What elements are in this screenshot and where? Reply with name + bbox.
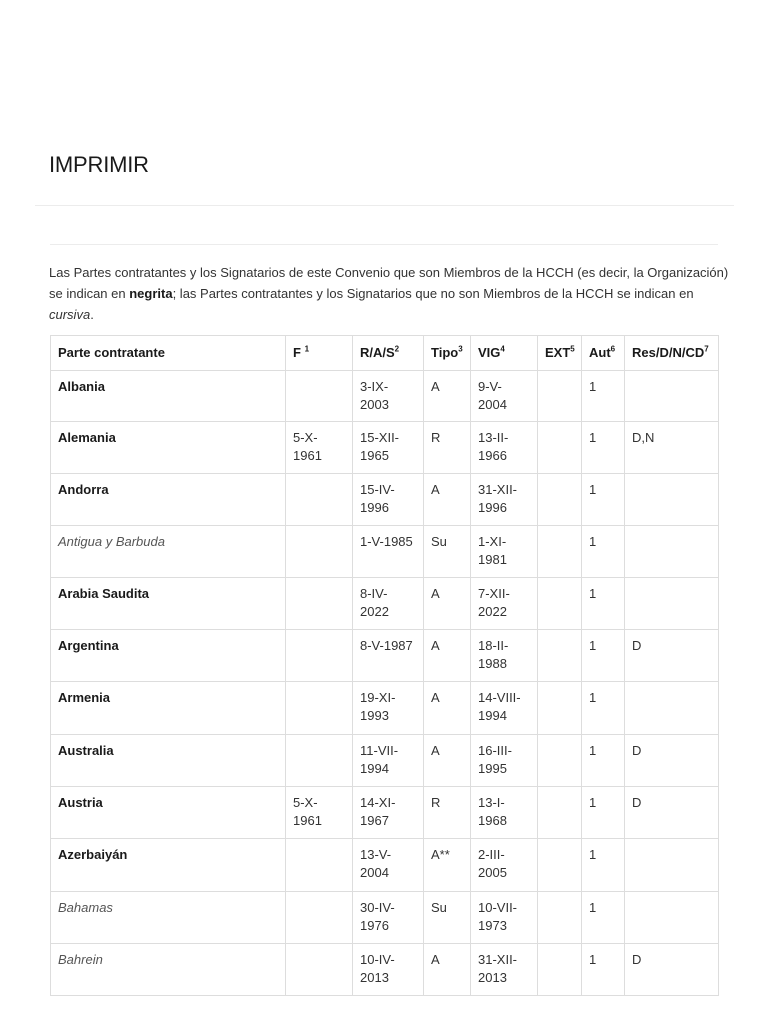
aut-cell: 1 [582, 371, 625, 422]
tipo-cell: A [424, 474, 471, 526]
table-row [51, 682, 719, 735]
column-header: F $^1$ [286, 336, 353, 371]
contracting-party-cell: Austria [51, 787, 286, 839]
table-header-row [51, 336, 719, 371]
res-cell: D [625, 735, 719, 787]
column-header: EXT$^5$ [538, 336, 582, 371]
f-cell [286, 735, 353, 787]
column-header: VIG$^4$ [471, 336, 538, 371]
aut-cell: 1 [582, 474, 625, 526]
ras-cell: 15-IV-1996 [353, 474, 424, 526]
column-header: Aut$^6$ [582, 336, 625, 371]
res-cell [625, 839, 719, 892]
column-header: $R/A/S^2$ [353, 336, 424, 371]
res-cell [625, 371, 719, 422]
aut-cell: 1 [582, 682, 625, 735]
vig-cell: 13-I-1968 [471, 787, 538, 839]
table-row [51, 630, 719, 682]
aut-cell: 1 [582, 839, 625, 892]
res-cell [625, 578, 719, 630]
aut-cell: 1 [582, 892, 625, 944]
tipo-cell: A [424, 630, 471, 682]
tipo-cell: A [424, 944, 471, 996]
res-cell [625, 526, 719, 578]
ras-cell: 15-XII-1965 [353, 422, 424, 474]
f-cell [286, 944, 353, 996]
intro-text: Las Partes contratantes y los Signatarios de este Convenio que son Miembros de la HCCH (es decir, la Organización) se indican en [49, 265, 729, 301]
contracting-party-cell: Alemania [51, 422, 286, 474]
f-cell [286, 839, 353, 892]
contracting-party-cell: Albania [51, 371, 286, 422]
aut-cell: 1 [582, 787, 625, 839]
ext-cell [538, 371, 582, 422]
ext-cell [538, 839, 582, 892]
intro-italic-word: cursiva [49, 307, 91, 322]
tipo-cell: A** [424, 839, 471, 892]
intro-bold-word: negrita [129, 286, 173, 301]
ext-cell [538, 422, 582, 474]
table-row [51, 787, 719, 839]
f-cell [286, 474, 353, 526]
tipo-cell: A [424, 735, 471, 787]
contracting-party-cell: Armenia [51, 682, 286, 735]
tipo-cell: A [424, 371, 471, 422]
aut-cell: 1 [582, 630, 625, 682]
intro-paragraph [49, 262, 729, 325]
vig-cell: 31-XII-1996 [471, 474, 538, 526]
ras-cell: 3-IX-2003 [353, 371, 424, 422]
res-cell [625, 474, 719, 526]
table-row [51, 735, 719, 787]
res-cell [625, 682, 719, 735]
f-cell: 5-X-1961 [286, 787, 353, 839]
f-cell [286, 682, 353, 735]
vig-cell: 31-XII-2013 [471, 944, 538, 996]
vig-cell: 9-V-2004 [471, 371, 538, 422]
f-cell [286, 578, 353, 630]
vig-cell: 7-XII-2022 [471, 578, 538, 630]
tipo-cell: Su [424, 526, 471, 578]
tipo-cell: A [424, 578, 471, 630]
contracting-party-cell: Bahamas [51, 892, 286, 944]
ext-cell [538, 630, 582, 682]
table-row [51, 371, 719, 422]
f-cell [286, 892, 353, 944]
ras-cell: 1-V-1985 [353, 526, 424, 578]
ras-cell: 19-XI-1993 [353, 682, 424, 735]
aut-cell: 1 [582, 944, 625, 996]
table-row [51, 474, 719, 526]
ext-cell [538, 578, 582, 630]
ext-cell [538, 474, 582, 526]
ext-cell [538, 787, 582, 839]
f-cell [286, 371, 353, 422]
res-cell: D,N [625, 422, 719, 474]
ext-cell [538, 735, 582, 787]
aut-cell: 1 [582, 735, 625, 787]
vig-cell: 2-III-2005 [471, 839, 538, 892]
table-row [51, 839, 719, 892]
ras-cell: 10-IV-2013 [353, 944, 424, 996]
aut-cell: 1 [582, 526, 625, 578]
tipo-cell: A [424, 682, 471, 735]
aut-cell: 1 [582, 578, 625, 630]
contracting-party-cell: Bahrein [51, 944, 286, 996]
ext-cell [538, 526, 582, 578]
f-cell: 5-X-1961 [286, 422, 353, 474]
ras-cell: 14-XI-1967 [353, 787, 424, 839]
tipo-cell: Su [424, 892, 471, 944]
res-cell: D [625, 630, 719, 682]
contracting-party-cell: Argentina [51, 630, 286, 682]
vig-cell: 14-VIII-1994 [471, 682, 538, 735]
res-cell: D [625, 787, 719, 839]
ext-cell [538, 682, 582, 735]
aut-cell: 1 [582, 422, 625, 474]
table-row [51, 526, 719, 578]
table-row [51, 944, 719, 996]
ext-cell [538, 944, 582, 996]
table-row [51, 422, 719, 474]
status-table [50, 335, 719, 996]
vig-cell: 10-VII-1973 [471, 892, 538, 944]
contracting-party-cell: Australia [51, 735, 286, 787]
vig-cell: 18-II-1988 [471, 630, 538, 682]
table-row [51, 892, 719, 944]
vig-cell: 16-III-1995 [471, 735, 538, 787]
f-cell [286, 630, 353, 682]
contracting-party-cell: Arabia Saudita [51, 578, 286, 630]
ras-cell: 11-VII-1994 [353, 735, 424, 787]
contracting-party-cell: Azerbaiyán [51, 839, 286, 892]
vig-cell: 1-XI-1981 [471, 526, 538, 578]
f-cell [286, 526, 353, 578]
ras-cell: 30-IV-1976 [353, 892, 424, 944]
divider [50, 244, 718, 245]
vig-cell: 13-II-1966 [471, 422, 538, 474]
column-header: Parte contratante [51, 336, 286, 371]
tipo-cell: R [424, 787, 471, 839]
ext-cell [538, 892, 582, 944]
ras-cell: 13-V-2004 [353, 839, 424, 892]
column-header: Tipo$^3$ [424, 336, 471, 371]
ras-cell: 8-V-1987 [353, 630, 424, 682]
print-link[interactable]: IMPRIMIR [49, 152, 149, 177]
table-row [51, 578, 719, 630]
res-cell: D [625, 944, 719, 996]
res-cell [625, 892, 719, 944]
intro-text: . [90, 307, 94, 322]
divider [35, 205, 734, 206]
ras-cell: 8-IV-2022 [353, 578, 424, 630]
column-header: Res/$D/N/CD^7$ [625, 336, 719, 371]
contracting-party-cell: Antigua y Barbuda [51, 526, 286, 578]
contracting-party-cell: Andorra [51, 474, 286, 526]
intro-text: ; las Partes contratantes y los Signatarios que no son Miembros de la HCCH se indican en [172, 286, 694, 301]
tipo-cell: R [424, 422, 471, 474]
